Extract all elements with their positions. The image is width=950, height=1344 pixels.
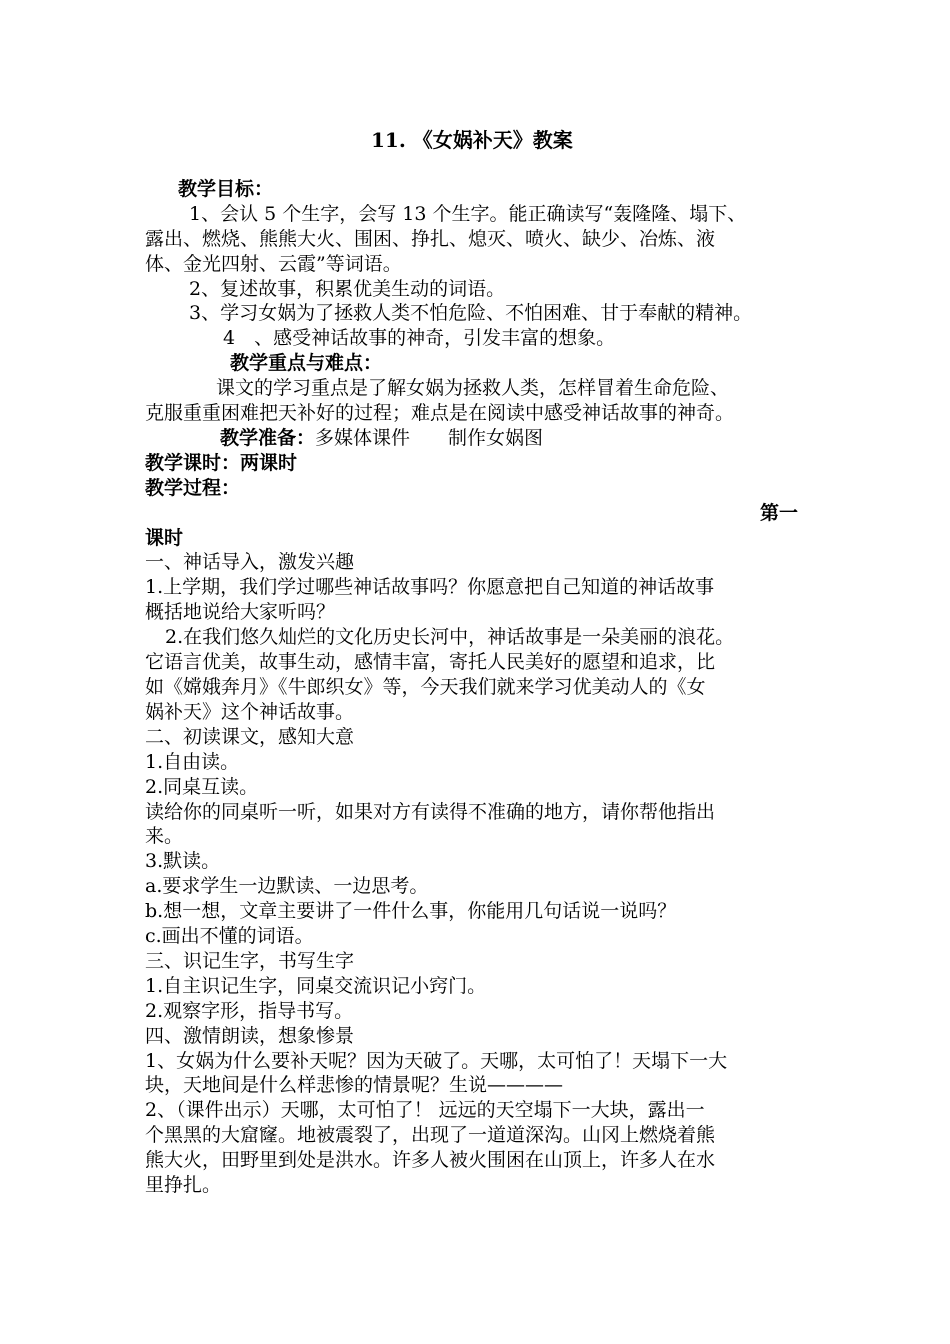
goal-1-line-3: 体、金光四射、云霞”等词语。: [145, 253, 402, 275]
s2-item-b: 2.同桌互读。: [145, 776, 259, 798]
lesson-heading-part-1: 第一: [760, 502, 799, 524]
document-title: 11. 《女娲补天》教案: [371, 128, 573, 152]
s4-item-a-line-1: 1、女娲为什么要补天呢？因为天破了。天哪，太可怕了！天塌下一大: [145, 1050, 728, 1072]
prep-row: [220, 426, 543, 450]
s1-p1-line-2: 概括地说给大家听吗？: [145, 601, 336, 623]
s4-item-b-line-1: 2、（课件出示）天哪，太可怕了！ 远远的天空塌下一大块，露出一: [145, 1099, 705, 1121]
s1-p2-line-3: 如《嫦娥奔月》《牛郎织女》等，今天我们就来学习优美动人的《女: [145, 676, 706, 698]
s2-item-d: 3.默读。: [145, 850, 221, 872]
goal-1-line-1: 1、会认 5 个生字，会写 13 个生字。能正确读写“轰隆隆、塌下、: [189, 203, 747, 225]
process-heading: 教学过程：: [145, 477, 241, 499]
s3-item-a: 1.自主识记生字，同桌交流识记小窍门。: [145, 975, 487, 997]
s2-item-e: a.要求学生一边默读、一边思考。: [145, 875, 429, 897]
goal-3: 3、学习女娲为了拯救人类不怕危险、不怕困难、甘于奉献的精神。: [189, 302, 753, 324]
s1-p1-line-1: 1.上学期，我们学过哪些神话故事吗？你愿意把自己知道的神话故事: [145, 576, 715, 598]
section-3-heading: 三、识记生字，书写生字: [145, 950, 355, 972]
focus-heading: 教学重点与难点：: [230, 352, 383, 374]
s4-item-b-line-4: 里挣扎。: [145, 1174, 222, 1196]
goal-2: 2、复述故事，积累优美生动的词语。: [189, 278, 506, 300]
section-4-heading: 四、激情朗读，想象惨景: [145, 1025, 355, 1047]
section-2-heading: 二、初读课文，感知大意: [145, 726, 355, 748]
focus-line-2: 克服重重困难把天补好的过程；难点是在阅读中感受神话故事的神奇。: [145, 402, 735, 424]
focus-line-1: 课文的学习重点是了解女娲为拯救人类，怎样冒着生命危险、: [216, 377, 730, 399]
goal-1-line-2: 露出、燃烧、熊熊大火、围困、挣扎、熄灭、喷火、缺少、冶炼、液: [145, 228, 716, 250]
s4-item-b-line-3: 熊大火，田野里到处是洪水。许多人被火围困在山顶上，许多人在水: [145, 1149, 716, 1171]
s2-item-c-line-1: 读给你的同桌听一听，如果对方有读得不准确的地方，请你帮他指出: [145, 801, 716, 823]
s4-item-b-line-2: 个黑黑的大窟窿。地被震裂了，出现了一道道深沟。山冈上燃烧着熊: [145, 1124, 716, 1146]
s2-item-f: b.想一想，文章主要讲了一件什么事，你能用几句话说一说吗？: [145, 900, 677, 922]
s2-item-c-line-2: 来。: [145, 825, 184, 847]
lesson-heading-part-2: 课时: [145, 527, 184, 549]
s1-p2-line-2: 它语言优美，故事生动，感情丰富，寄托人民美好的愿望和追求，比: [145, 651, 716, 673]
prep-label: 教学准备：: [220, 427, 316, 449]
prep-value: 多媒体课件 制作女娲图: [315, 427, 544, 449]
s3-item-b: 2.观察字形，指导书写。: [145, 1000, 354, 1022]
s1-p2-line-1: 2.在我们悠久灿烂的文化历史长河中，神话故事是一朵美丽的浪花。: [165, 626, 735, 648]
goal-4: 4 、感受神话故事的神奇，引发丰富的想象。: [223, 327, 616, 349]
hours-heading: 教学课时：两课时: [145, 452, 298, 474]
s2-item-a: 1.自由读。: [145, 751, 240, 773]
section-1-heading: 一、神话导入，激发兴趣: [145, 551, 355, 573]
s2-item-g: c.画出不懂的词语。: [145, 925, 314, 947]
goals-heading: 教学目标：: [178, 178, 274, 200]
s4-item-a-line-2: 块，天地间是什么样悲惨的情景呢？生说————: [145, 1074, 564, 1096]
s1-p2-line-4: 娲补天》这个神话故事。: [145, 701, 355, 723]
